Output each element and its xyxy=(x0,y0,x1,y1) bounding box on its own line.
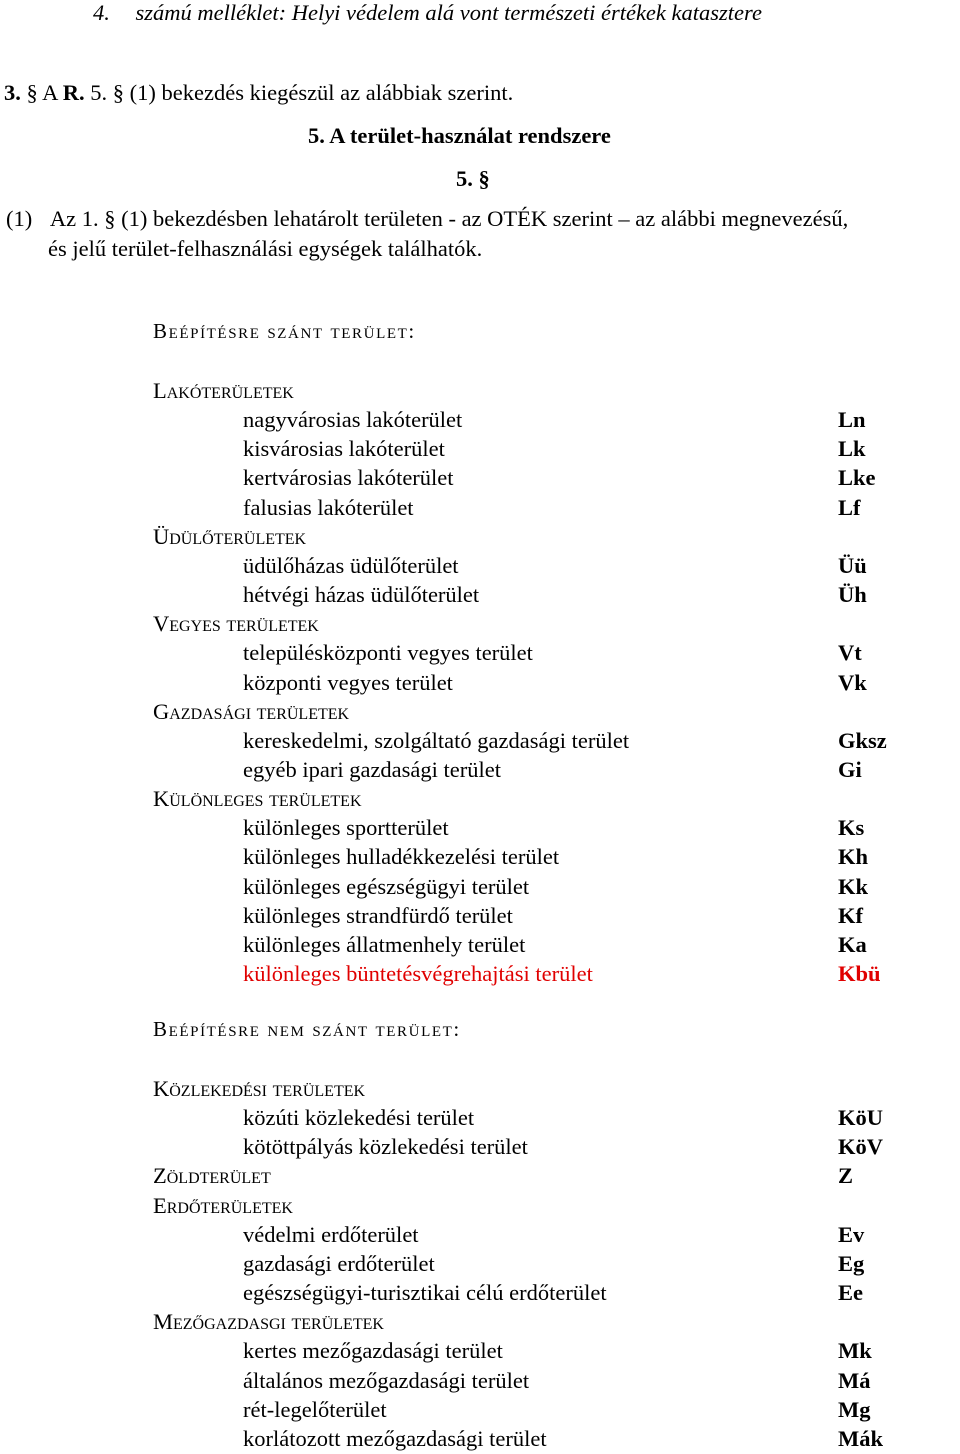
section-heading: 5. A terület-használat rendszere xyxy=(308,123,611,148)
amendment-r: R. xyxy=(62,80,85,105)
land-use-code: Ks xyxy=(838,815,865,841)
land-use-label: közúti közlekedési terület xyxy=(243,1105,475,1131)
land-use-label: rét-legelőterület xyxy=(243,1396,387,1422)
land-use-label: különleges egészségügyi terület xyxy=(243,873,530,899)
land-use-label: gazdasági erdőterület xyxy=(243,1250,435,1276)
land-use-label: kereskedelmi, szolgáltató gazdasági terület xyxy=(243,727,630,753)
annex-line xyxy=(93,2,762,25)
category-heading: Vegyes területek xyxy=(153,611,319,637)
land-use-code: Ee xyxy=(838,1280,863,1306)
land-use-label: korlátozott mezőgazdasági terület xyxy=(243,1425,547,1451)
category-heading: Erdőterületek xyxy=(153,1192,293,1218)
amendment-line xyxy=(4,82,513,105)
land-use-code: Lke xyxy=(838,465,876,491)
land-use-label: védelmi erdőterület xyxy=(243,1221,419,1247)
land-use-label: nagyvárosias lakóterület xyxy=(243,407,463,433)
group-heading: Beépítésre szánt terület: xyxy=(153,319,416,343)
amendment-number: 3. xyxy=(4,80,21,105)
land-use-label: kisvárosias lakóterület xyxy=(243,436,445,462)
land-use-label: különleges strandfürdő terület xyxy=(243,902,513,928)
land-use-code: Üü xyxy=(838,552,867,578)
land-use-label: egészségügyi-turisztikai célú erdőterület xyxy=(243,1280,607,1306)
amendment-a: A xyxy=(42,80,58,105)
land-use-code: Lk xyxy=(838,436,866,462)
land-use-label: különleges sportterület xyxy=(243,815,449,841)
category-heading: Közlekedési területek xyxy=(153,1076,366,1101)
land-use-code: KöU xyxy=(838,1105,883,1131)
land-use-code: Kf xyxy=(838,902,863,928)
annex-title: számú melléklet: Helyi védelem alá vont természeti értékek katasztere xyxy=(135,0,762,25)
group-heading: Beépítésre nem szánt terület: xyxy=(153,1017,461,1041)
paragraph-line-1 xyxy=(6,208,848,231)
category-heading: Lakóterületek xyxy=(153,378,294,403)
land-use-label: kötöttpályás közlekedési terület xyxy=(243,1134,528,1160)
land-use-code: Ka xyxy=(838,931,867,957)
land-use-code: Vk xyxy=(838,669,867,695)
land-use-code: Lf xyxy=(838,494,861,520)
amendment-section-sign: § xyxy=(26,80,38,105)
paragraph-text-1: Az 1. § (1) bekezdésben lehatárolt területen - az OTÉK szerint – az alábbi megnevezésű, xyxy=(49,206,849,231)
land-use-code: Ln xyxy=(838,407,866,433)
category-heading: Zöldterület xyxy=(153,1163,271,1189)
land-use-code: Kbü xyxy=(838,961,881,986)
land-use-label: településközponti vegyes terület xyxy=(243,640,533,666)
land-use-code: Gi xyxy=(838,756,862,782)
land-use-label: hétvégi házas üdülőterület xyxy=(243,582,480,608)
amendment-text: 5. § (1) bekezdés kiegészül az alábbiak szerint. xyxy=(90,80,514,105)
land-use-label: központi vegyes terület xyxy=(243,669,453,695)
land-use-label: különleges büntetésvégrehajtási terület xyxy=(243,961,593,986)
land-use-code: Kh xyxy=(838,844,869,870)
land-use-code: KöV xyxy=(838,1134,883,1160)
land-use-label: különleges állatmenhely terület xyxy=(243,931,526,957)
land-use-code: Gksz xyxy=(838,727,887,753)
category-heading: Gazdasági területek xyxy=(153,698,350,724)
paragraph-number: (1) xyxy=(6,206,33,231)
land-use-code: Üh xyxy=(838,582,867,608)
land-use-code: Eg xyxy=(838,1250,865,1276)
land-use-label: kertes mezőgazdasági terület xyxy=(243,1338,503,1364)
land-use-code: Má xyxy=(838,1367,871,1393)
land-use-code: Mk xyxy=(838,1338,872,1364)
category-heading: Mezőgazdasgi területek xyxy=(153,1309,384,1335)
section-number: 5. § xyxy=(456,166,490,191)
land-use-code: Mák xyxy=(838,1425,883,1451)
land-use-code: Mg xyxy=(838,1396,871,1422)
land-use-code: Kk xyxy=(838,873,869,899)
paragraph-line-2: és jelű terület-felhasználási egységek találhatók. xyxy=(48,236,483,261)
category-code: Z xyxy=(838,1163,854,1189)
category-heading: Különleges területek xyxy=(153,786,362,812)
land-use-label: üdülőházas üdülőterület xyxy=(243,552,459,578)
land-use-label: általános mezőgazdasági terület xyxy=(243,1367,530,1393)
annex-number: 4. xyxy=(93,0,110,25)
land-use-label: kertvárosias lakóterület xyxy=(243,465,454,491)
land-use-code: Vt xyxy=(838,640,862,666)
land-use-label: falusias lakóterület xyxy=(243,494,414,520)
land-use-code: Ev xyxy=(838,1221,865,1247)
land-use-label: különleges hulladékkezelési terület xyxy=(243,844,560,870)
land-use-label: egyéb ipari gazdasági terület xyxy=(243,756,502,782)
category-heading: Üdülőterületek xyxy=(153,523,307,549)
